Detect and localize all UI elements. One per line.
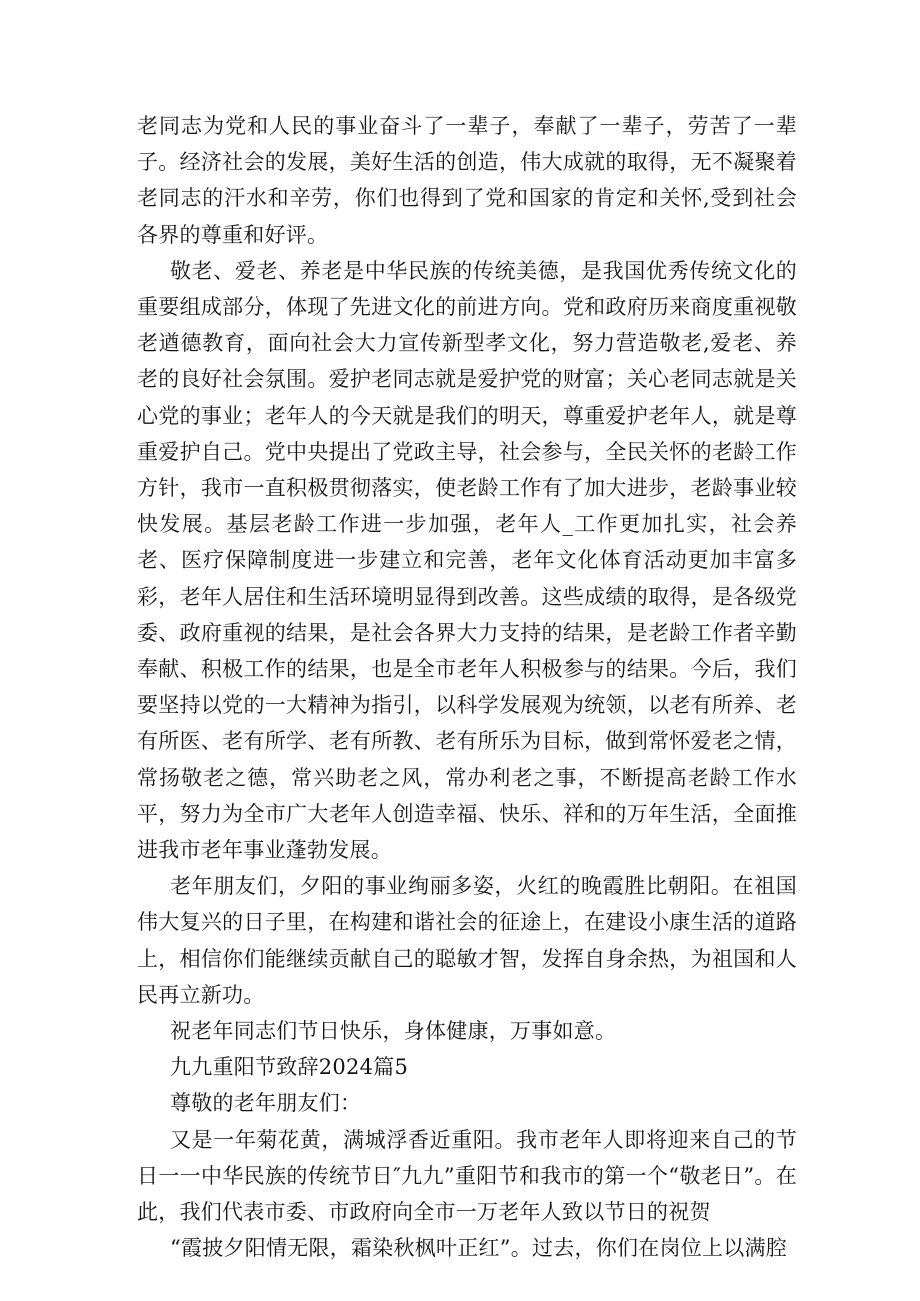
section-heading: 九九重阳节致辞2024篇5: [170, 1055, 409, 1080]
paragraph-respect-elders: 敬老、爱老、养老是中华民族的传统美德，是我国优秀传统文化的重要组成部分，体现了先进文化的前进方向。党和政府历来商度重视敬老遒德教育，面向社会大力宣传新型孝文化，努力营造敬老,爱老、养老的良好社会氛围。爱护老同志就是爱护党的财富；关心老同志就是关心党的事业；老年人的今天就是我们的明天，尊重爱护老年人，就是尊重爱护自己。党中央提出了党政主导，社会参与，全民关怀的老龄工作方针，我市一直积极贯彻落实，使老龄工作有了加大进步，老龄事业较快发展。基层老龄工作进一步加强，老年人_工作更加扎实，社会养老、医疗保障制度进一步建立和完善，老年文化体育活动更加丰富多彩，老年人居住和生活环境明显得到改善。这些成绩的取得，是各级党委、政府重视的结果，是社会各界大力支持的结果，是老龄工作者辛勤奉献、积极工作的结果，也是全市老年人积极参与的结果。今后，我们要坚持以党的一大精神为指引，以科学发展观为统领，以老有所养、老有所医、老有所学、老有所教、老有所乐为目标，做到常怀爱老之情，常扬敬老之德，常兴助老之风，常办利老之事，不断提高老龄工作水平，努力为全市广大老年人创造幸福、快乐、祥和的万年生活，全面推进我市老年事业蓬勃发展。: [137, 258, 797, 863]
paragraph-sunset-career: 老年朋友们，夕阳的事业绚丽多姿，火红的晚霞胜比朝阳。在祖国伟大复兴的日子里，在构建和谐社会的征途上，在建设小康生活的道路上，相信你们能继续贡献自己的聪敏才智，发挥自身余热，为祖国和人民再立新功。: [137, 874, 797, 1007]
paragraph-sunset-quote: “霞披夕阳情无限，霜染秋枫叶正红”。过去，你们在岗位上以满腔: [170, 1236, 787, 1261]
salutation: 尊敬的老年朋友们：: [170, 1091, 362, 1116]
paragraph-tribute-continuation: 老同志为党和人民的事业奋斗了一辈子，奉献了一辈子，劳苦了一辈子。经济社会的发展，美好生活的创造，伟大成就的取得，无不凝聚着老同志的汗水和辛劳，你们也得到了党和国家的肯定和关怀,受到社会各界的尊重和好评。: [137, 114, 797, 247]
paragraph-chrysanthemum: 又是一年菊花黄，满城浮香近重阳。我市老年人即将迎来自己的节日一一中华民族的传统节日″九九”重阳节和我市的第一个“敬老日”。在此，我们代表市委、市政府向全市一万老年人致以节日的祝贺: [137, 1127, 797, 1225]
paragraph-blessing: 祝老年同志们节日快乐，身体健康，万事如意。: [170, 1019, 617, 1044]
document-body: [137, 108, 797, 1267]
